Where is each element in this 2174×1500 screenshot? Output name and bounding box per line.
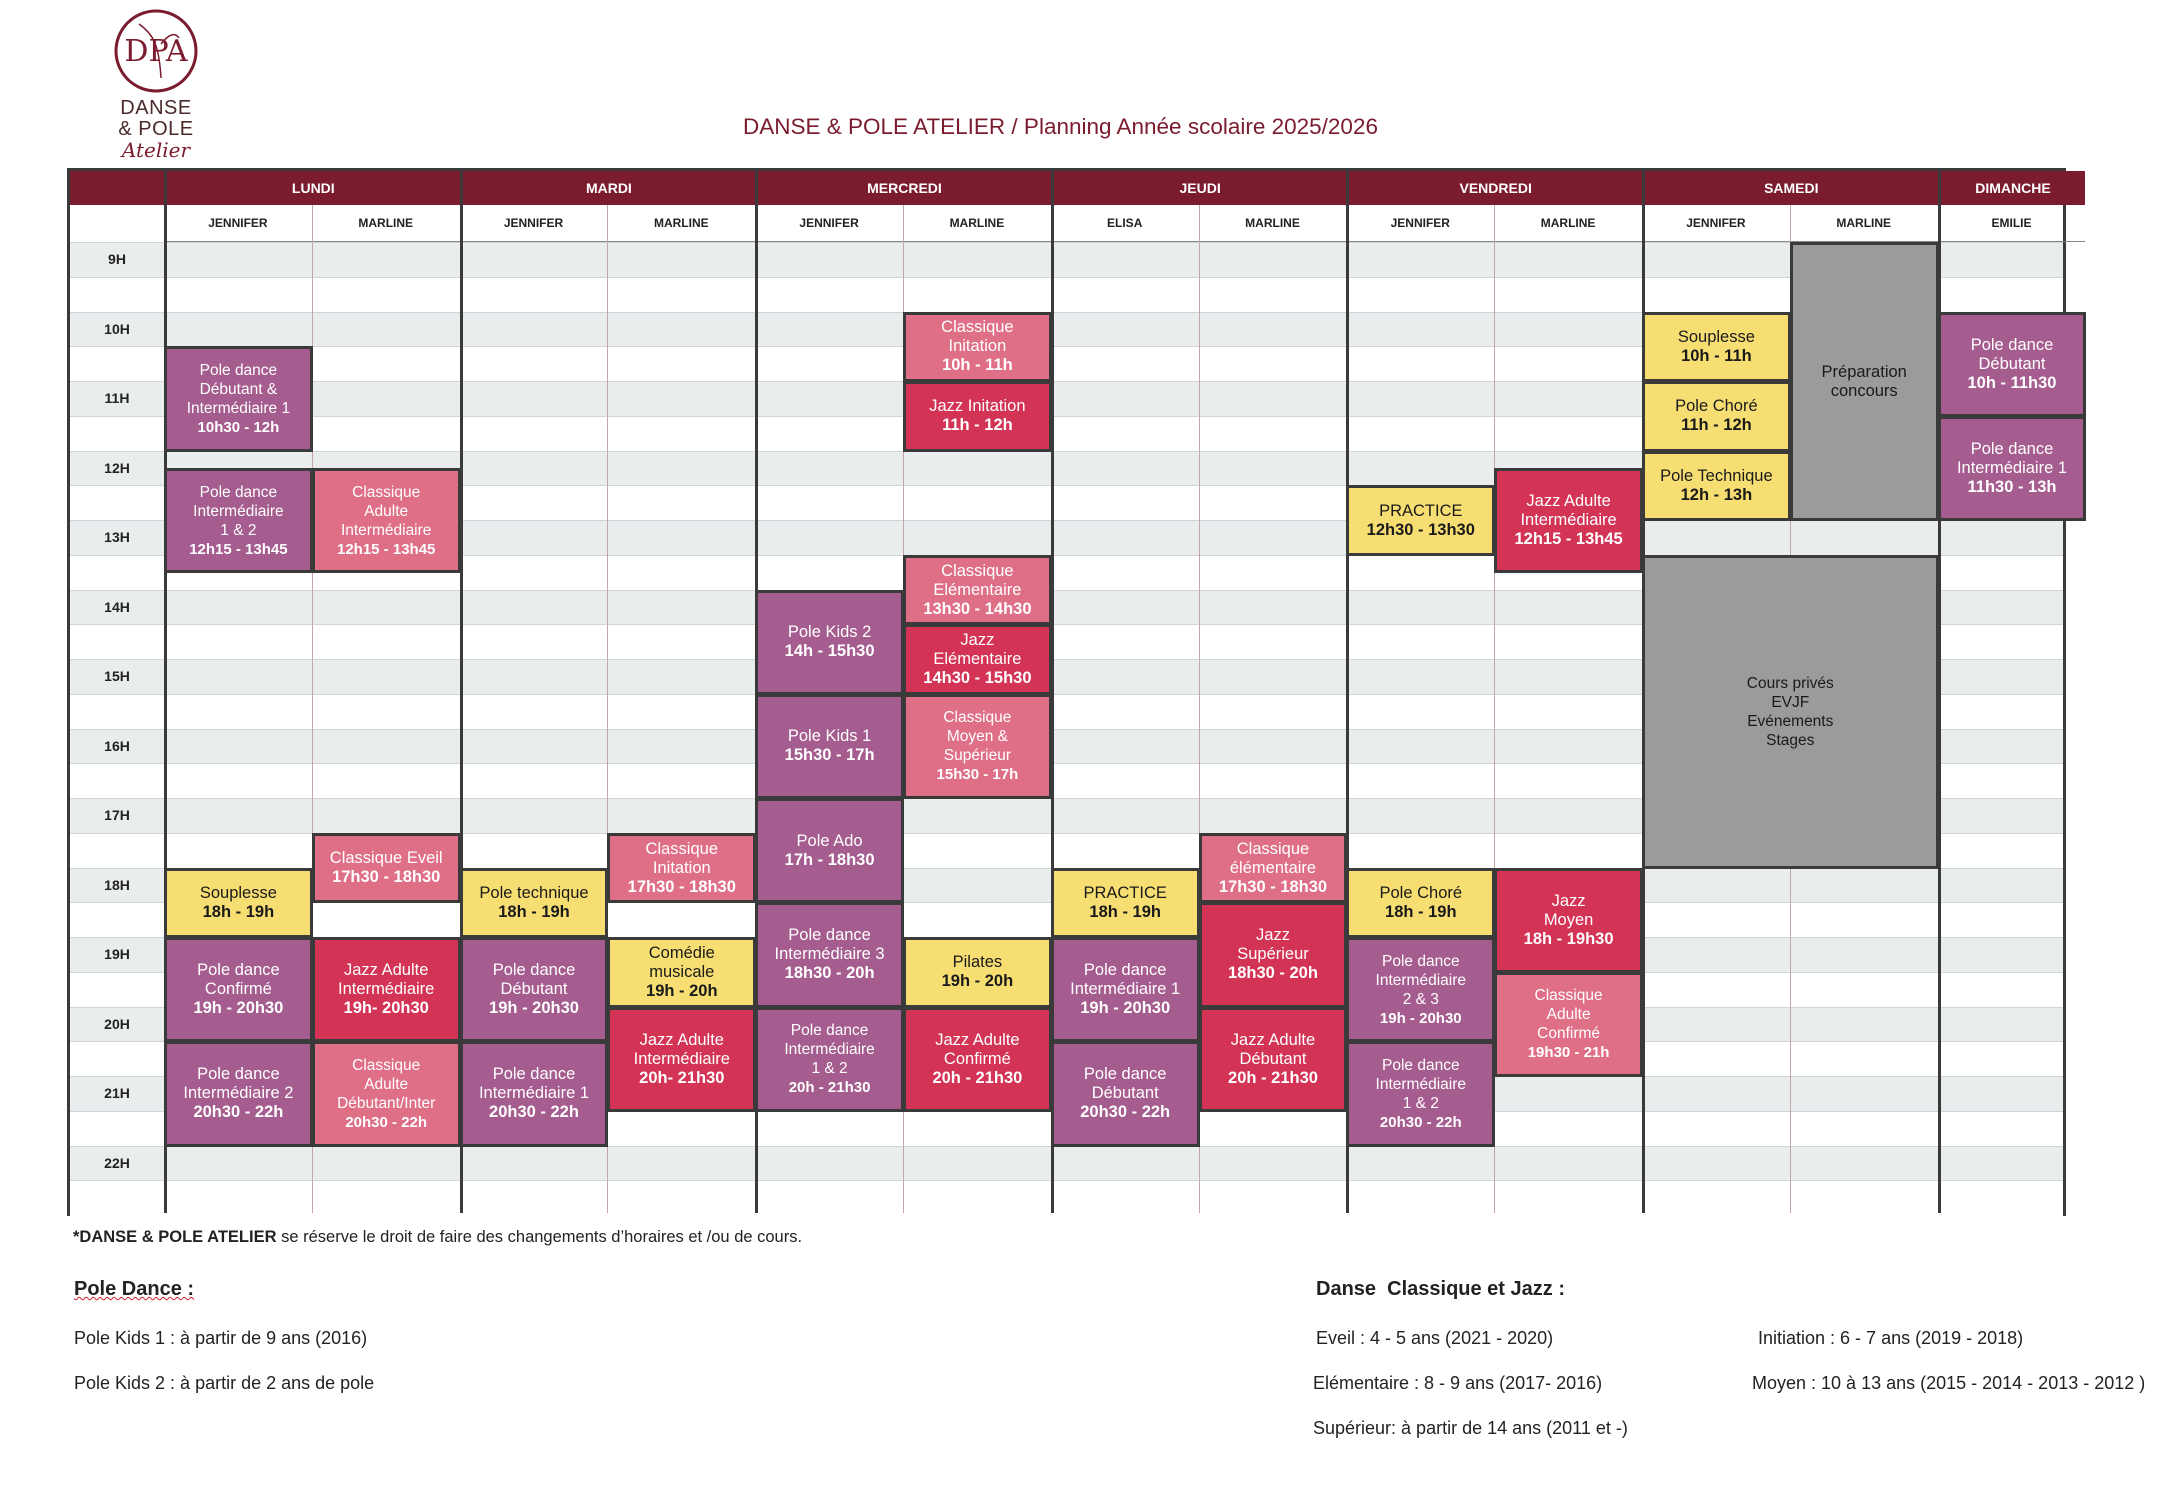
class-time: 17h - 18h30 bbox=[784, 850, 875, 869]
teacher-header: MARLINE bbox=[312, 205, 460, 242]
hour-label: 17H bbox=[104, 807, 130, 824]
footnote-brand: *DANSE & POLE ATELIER bbox=[73, 1228, 277, 1246]
class-time: 17h30 - 18h30 bbox=[1218, 877, 1328, 896]
schedule-grid bbox=[67, 168, 2066, 1216]
danse-section-line: Initiation : 6 - 7 ans (2019 - 2018) bbox=[1758, 1328, 2024, 1348]
class-name: Intermédiaire bbox=[784, 1041, 875, 1059]
class-name: Evénements bbox=[1747, 712, 1834, 730]
class-name: Jazz Adulte bbox=[344, 961, 429, 980]
class-block[interactable] bbox=[1938, 312, 2087, 417]
danse-section-line: Supérieur: à partir de 14 ans (2011 et -) bbox=[1313, 1418, 1628, 1438]
logo bbox=[96, 4, 216, 160]
hour-label: 15H bbox=[104, 668, 130, 685]
day-header: MERCREDI bbox=[755, 171, 1051, 205]
class-name: Pole Technique bbox=[1660, 466, 1773, 485]
class-time: 14h30 - 15h30 bbox=[923, 669, 1032, 687]
class-block[interactable] bbox=[1199, 833, 1348, 904]
class-name: Pole Choré bbox=[1675, 397, 1758, 416]
class-time: 12h15 - 13h45 bbox=[336, 540, 436, 558]
class-block[interactable] bbox=[903, 937, 1052, 1008]
class-name: Pole Kids 1 bbox=[787, 727, 872, 746]
class-time: 10h - 11h bbox=[942, 356, 1013, 375]
footnote-text: se réserve le droit de faire des changements d’horaires et /ou de cours. bbox=[276, 1228, 803, 1246]
class-block[interactable] bbox=[755, 590, 904, 695]
class-name: PRACTICE bbox=[1379, 501, 1463, 520]
teacher-header: MARLINE bbox=[903, 205, 1051, 242]
class-time: 18h - 19h bbox=[1089, 902, 1161, 921]
class-name: Intermédiaire 1 bbox=[186, 399, 291, 417]
svg-text:DPA: DPA bbox=[124, 34, 188, 69]
class-name: Pole dance bbox=[1970, 335, 2054, 354]
class-name: Intermédiaire 1 bbox=[1070, 980, 1181, 999]
class-name: Classique bbox=[352, 483, 421, 501]
class-name: Intermédiaire bbox=[340, 521, 432, 539]
class-time: 19h - 20h bbox=[941, 972, 1014, 991]
class-name: Intermédiaire 1 bbox=[1956, 458, 2068, 477]
day-header: VENDREDI bbox=[1346, 171, 1642, 205]
class-name: Pole dance bbox=[790, 1022, 869, 1040]
class-block[interactable] bbox=[607, 937, 756, 1008]
class-time: 19h30 - 21h bbox=[1527, 1044, 1610, 1062]
class-block[interactable] bbox=[1642, 451, 1791, 522]
class-name: Classique bbox=[645, 839, 719, 858]
class-name: Jazz Adulte bbox=[1230, 1030, 1316, 1049]
class-time: 18h30 - 20h bbox=[1228, 964, 1318, 983]
class-name: Débutant/Inter bbox=[337, 1094, 436, 1112]
row-band bbox=[70, 277, 2063, 313]
class-block[interactable] bbox=[164, 1041, 313, 1146]
class-time: 20h - 21h30 bbox=[788, 1079, 871, 1097]
teacher-header: JENNIFER bbox=[1346, 205, 1494, 242]
class-block[interactable] bbox=[1346, 937, 1495, 1042]
class-name: 2 & 3 bbox=[1402, 990, 1439, 1008]
class-name: concours bbox=[1830, 381, 1898, 400]
teacher-header: ELISA bbox=[1051, 205, 1199, 242]
class-name: Classique Eveil bbox=[329, 849, 443, 867]
class-name: Débutant & bbox=[199, 380, 278, 398]
class-time: 13h30 - 14h30 bbox=[923, 599, 1032, 618]
class-block[interactable] bbox=[903, 555, 1052, 626]
class-time: 19h - 20h30 bbox=[489, 999, 579, 1018]
class-block[interactable] bbox=[903, 624, 1052, 695]
class-time: 15h30 - 17h bbox=[936, 766, 1019, 784]
class-time: 12h30 - 13h30 bbox=[1366, 520, 1475, 539]
class-block[interactable] bbox=[1642, 312, 1791, 383]
class-block[interactable] bbox=[164, 346, 313, 451]
hour-label: 22H bbox=[104, 1154, 130, 1171]
hour-label: 12H bbox=[104, 459, 130, 476]
class-time: 20h30 - 22h bbox=[1379, 1113, 1462, 1131]
class-name: Initation bbox=[948, 337, 1007, 356]
class-block[interactable] bbox=[607, 1007, 756, 1112]
class-block[interactable] bbox=[164, 468, 313, 573]
class-time: 19h- 20h30 bbox=[343, 999, 429, 1018]
class-name: Confirmé bbox=[943, 1049, 1011, 1068]
class-block[interactable] bbox=[312, 937, 461, 1042]
class-name: Pole Ado bbox=[796, 831, 863, 850]
class-name: Intermédiaire 1 bbox=[478, 1084, 590, 1103]
class-block[interactable] bbox=[1051, 937, 1200, 1042]
class-time: 20h - 21h30 bbox=[932, 1068, 1023, 1087]
class-block[interactable] bbox=[903, 312, 1052, 383]
row-band bbox=[70, 1146, 2063, 1182]
class-name: EVJF bbox=[1771, 693, 1810, 711]
logo-text-danse: DANSE bbox=[120, 97, 192, 119]
class-name: Pole dance bbox=[197, 1065, 280, 1084]
class-name: Pole technique bbox=[479, 883, 589, 902]
class-name: Elémentaire bbox=[933, 650, 1022, 668]
teacher-header: JENNIFER bbox=[755, 205, 903, 242]
class-time: 12h15 - 13h45 bbox=[189, 540, 288, 558]
danse-section-title: Danse Classique et Jazz : bbox=[1316, 1278, 1565, 1300]
class-name: Jazz Adulte bbox=[1526, 492, 1611, 510]
class-name: Classique bbox=[1236, 839, 1310, 858]
row-band bbox=[70, 1180, 2063, 1216]
class-block[interactable] bbox=[755, 1007, 904, 1112]
class-name: Pole dance bbox=[1382, 1056, 1460, 1074]
class-name: Préparation bbox=[1821, 362, 1907, 381]
class-name: Pilates bbox=[952, 953, 1003, 972]
class-name: Souplesse bbox=[199, 883, 277, 902]
class-name: Intermédiaire 2 bbox=[183, 1084, 294, 1103]
day-header: MARDI bbox=[460, 171, 756, 205]
footnote bbox=[73, 1228, 802, 1247]
class-name: 1 & 2 bbox=[1402, 1094, 1439, 1112]
class-name: Jazz Adulte bbox=[935, 1030, 1020, 1049]
logo-text-pole: & POLE bbox=[118, 118, 194, 140]
class-time: 17h30 - 18h30 bbox=[627, 877, 736, 896]
class-name: Pole Kids 2 bbox=[787, 623, 872, 642]
class-block[interactable] bbox=[755, 902, 904, 1007]
class-name: 1 & 2 bbox=[811, 1060, 848, 1078]
class-time: 11h30 - 13h bbox=[1967, 477, 2057, 496]
teacher-header: MARLINE bbox=[1494, 205, 1642, 242]
class-name: Intermédiaire bbox=[1375, 1075, 1467, 1093]
class-time: 20h - 21h30 bbox=[1228, 1068, 1318, 1087]
class-time: 20h30 - 22h bbox=[1080, 1103, 1171, 1122]
class-time: 10h - 11h bbox=[1681, 346, 1752, 365]
hour-label: 13H bbox=[104, 529, 130, 546]
class-name: musicale bbox=[649, 962, 715, 981]
pole-section-line: Pole Kids 1 : à partir de 9 ans (2016) bbox=[74, 1328, 368, 1348]
class-time: 19h - 20h30 bbox=[193, 999, 284, 1018]
teacher-header: EMILIE bbox=[1938, 205, 2086, 242]
danse-section-line: Moyen : 10 à 13 ans (2015 - 2014 - 2013 - 2012 ) bbox=[1752, 1373, 2146, 1393]
class-name: Jazz Initation bbox=[929, 397, 1026, 416]
class-name: Classique bbox=[943, 709, 1012, 727]
class-name: élémentaire bbox=[1229, 858, 1317, 877]
hour-label: 20H bbox=[104, 1015, 130, 1032]
class-name: Classique bbox=[352, 1056, 421, 1074]
class-block[interactable] bbox=[460, 868, 609, 939]
hour-label: 19H bbox=[104, 946, 130, 963]
class-name: Pole dance bbox=[197, 961, 280, 980]
class-block[interactable] bbox=[903, 1007, 1052, 1112]
class-block[interactable] bbox=[1346, 1041, 1495, 1146]
class-time: 20h- 21h30 bbox=[639, 1068, 725, 1087]
class-block[interactable] bbox=[1051, 1041, 1200, 1146]
hour-label: 18H bbox=[104, 876, 130, 893]
class-name: 1 & 2 bbox=[220, 521, 257, 539]
class-name: Stages bbox=[1766, 731, 1815, 749]
class-block[interactable] bbox=[312, 833, 461, 904]
class-name: Intermédiaire bbox=[193, 502, 284, 520]
class-time: 19h - 20h30 bbox=[1379, 1009, 1462, 1027]
class-time: 20h30 - 22h bbox=[489, 1103, 579, 1122]
class-name: Intermédiaire bbox=[1520, 511, 1617, 529]
teacher-header: MARLINE bbox=[1199, 205, 1347, 242]
logo-monogram-icon bbox=[109, 4, 203, 98]
class-time: 20h30 - 22h bbox=[345, 1113, 428, 1131]
day-header: LUNDI bbox=[164, 171, 460, 205]
hour-label: 9H bbox=[108, 251, 126, 268]
pole-section-title bbox=[74, 1278, 194, 1301]
teacher-header: JENNIFER bbox=[164, 205, 312, 242]
hour-label: 11H bbox=[104, 390, 130, 407]
day-header: DIMANCHE bbox=[1938, 171, 2086, 205]
hour-label: 14H bbox=[104, 598, 130, 615]
class-name: Jazz bbox=[1256, 926, 1290, 945]
class-name: Pole dance bbox=[492, 961, 576, 980]
class-name: Pole dance bbox=[788, 926, 871, 945]
class-name: Cours privés bbox=[1746, 674, 1834, 692]
class-name: Confirmé bbox=[1537, 1025, 1601, 1043]
class-time: 15h30 - 17h bbox=[784, 746, 875, 765]
teacher-header: MARLINE bbox=[607, 205, 755, 242]
class-name: Adulte bbox=[364, 502, 409, 520]
class-block[interactable] bbox=[1346, 485, 1495, 556]
class-name: Elémentaire bbox=[933, 580, 1022, 599]
class-name: Classique bbox=[941, 561, 1014, 580]
class-time: 20h30 - 22h bbox=[193, 1103, 284, 1122]
hour-label: 10H bbox=[104, 320, 130, 337]
class-time: 18h - 19h30 bbox=[1523, 929, 1614, 948]
class-name: Intermédiaire bbox=[1375, 971, 1467, 989]
class-name: Comédie bbox=[648, 943, 715, 962]
class-name: Jazz bbox=[1551, 891, 1586, 910]
class-time: 11h - 12h bbox=[942, 416, 1013, 435]
class-time: 10h30 - 12h bbox=[197, 418, 280, 436]
class-name: Adulte bbox=[364, 1075, 409, 1093]
class-block[interactable] bbox=[607, 833, 756, 904]
class-name: Intermédiaire bbox=[633, 1049, 730, 1068]
row-band bbox=[70, 242, 2063, 278]
logo-text-atelier: Atelier bbox=[121, 138, 191, 162]
class-name: Pole dance bbox=[1382, 952, 1460, 970]
class-name: Moyen bbox=[1543, 910, 1594, 929]
class-block[interactable] bbox=[755, 798, 904, 903]
class-name: Pole dance bbox=[1083, 961, 1167, 980]
class-block[interactable] bbox=[1642, 381, 1791, 452]
day-header: JEUDI bbox=[1051, 171, 1347, 205]
class-time: 19h - 20h bbox=[646, 981, 718, 1000]
hour-label: 21H bbox=[104, 1085, 130, 1102]
class-time: 12h - 13h bbox=[1680, 485, 1753, 504]
class-name: Souplesse bbox=[1677, 327, 1755, 346]
teacher-header: MARLINE bbox=[1790, 205, 1938, 242]
class-block[interactable] bbox=[460, 1041, 609, 1146]
class-block[interactable] bbox=[1199, 902, 1348, 1007]
class-time: 18h - 19h bbox=[202, 902, 275, 921]
page-title: DANSE & POLE ATELIER / Planning Année scolaire 2025/2026 bbox=[743, 114, 1378, 139]
class-block[interactable] bbox=[164, 937, 313, 1042]
class-block[interactable] bbox=[1642, 555, 1939, 869]
hour-label: 16H bbox=[104, 737, 130, 754]
class-name: Confirmé bbox=[204, 980, 272, 999]
class-name: Débutant bbox=[1091, 1084, 1159, 1103]
class-block[interactable] bbox=[312, 468, 461, 573]
class-name: Débutant bbox=[500, 980, 568, 999]
danse-section-line: Eveil : 4 - 5 ans (2021 - 2020) bbox=[1316, 1328, 1554, 1348]
teacher-header: JENNIFER bbox=[460, 205, 608, 242]
class-name: Pole dance bbox=[492, 1065, 576, 1084]
class-name: Pole Choré bbox=[1379, 883, 1463, 902]
class-name: PRACTICE bbox=[1083, 883, 1167, 902]
class-block[interactable] bbox=[164, 868, 313, 939]
class-block[interactable] bbox=[1494, 468, 1643, 573]
class-block[interactable] bbox=[903, 694, 1052, 799]
class-block[interactable] bbox=[1790, 242, 1939, 521]
class-time: 10h - 11h30 bbox=[1967, 373, 2057, 392]
class-name: Débutant bbox=[1978, 354, 2046, 373]
class-block[interactable] bbox=[1346, 868, 1495, 939]
pole-section-title-text: Pole Dance : bbox=[74, 1278, 195, 1300]
class-name: Adulte bbox=[1546, 1006, 1591, 1024]
class-time: 18h - 19h bbox=[498, 902, 570, 921]
teacher-header: JENNIFER bbox=[1642, 205, 1790, 242]
class-time: 12h15 - 13h45 bbox=[1514, 530, 1623, 548]
class-time: 14h - 15h30 bbox=[784, 642, 875, 661]
class-block[interactable] bbox=[312, 1041, 461, 1146]
class-name: Classique bbox=[941, 318, 1014, 337]
class-block[interactable] bbox=[755, 694, 904, 799]
pole-section-line: Pole Kids 2 : à partir de 2 ans de pole bbox=[74, 1373, 375, 1393]
class-name: Supérieur bbox=[1237, 945, 1309, 964]
class-time: 11h - 12h bbox=[1681, 416, 1752, 435]
class-name: Intermédiaire bbox=[338, 980, 435, 999]
class-name: Supérieur bbox=[943, 747, 1011, 765]
class-block[interactable] bbox=[1199, 1007, 1348, 1112]
class-time: 17h30 - 18h30 bbox=[332, 868, 441, 886]
class-block[interactable] bbox=[1494, 868, 1643, 973]
class-time: 18h - 19h bbox=[1385, 902, 1457, 921]
day-header: SAMEDI bbox=[1642, 171, 1938, 205]
class-name: Pole dance bbox=[199, 361, 278, 379]
class-name: Initation bbox=[652, 858, 711, 877]
class-block[interactable] bbox=[1938, 416, 2087, 521]
class-block[interactable] bbox=[1494, 972, 1643, 1077]
class-name: Classique bbox=[1534, 987, 1603, 1005]
class-time: 19h - 20h30 bbox=[1080, 999, 1171, 1018]
class-name: Jazz bbox=[960, 631, 995, 649]
class-name: Pole dance bbox=[1083, 1065, 1167, 1084]
class-name: Pole dance bbox=[199, 483, 278, 501]
class-name: Pole dance bbox=[1970, 439, 2054, 458]
class-name: Moyen & bbox=[946, 728, 1008, 746]
danse-section-line: Elémentaire : 8 - 9 ans (2017- 2016) bbox=[1313, 1373, 1603, 1393]
class-name: Jazz Adulte bbox=[639, 1030, 724, 1049]
class-block[interactable] bbox=[1051, 868, 1200, 939]
class-name: Débutant bbox=[1239, 1049, 1307, 1068]
class-name: Intermédiaire 3 bbox=[774, 945, 885, 964]
class-time: 18h30 - 20h bbox=[784, 964, 875, 983]
class-block[interactable] bbox=[460, 937, 609, 1042]
class-block[interactable] bbox=[903, 381, 1052, 452]
